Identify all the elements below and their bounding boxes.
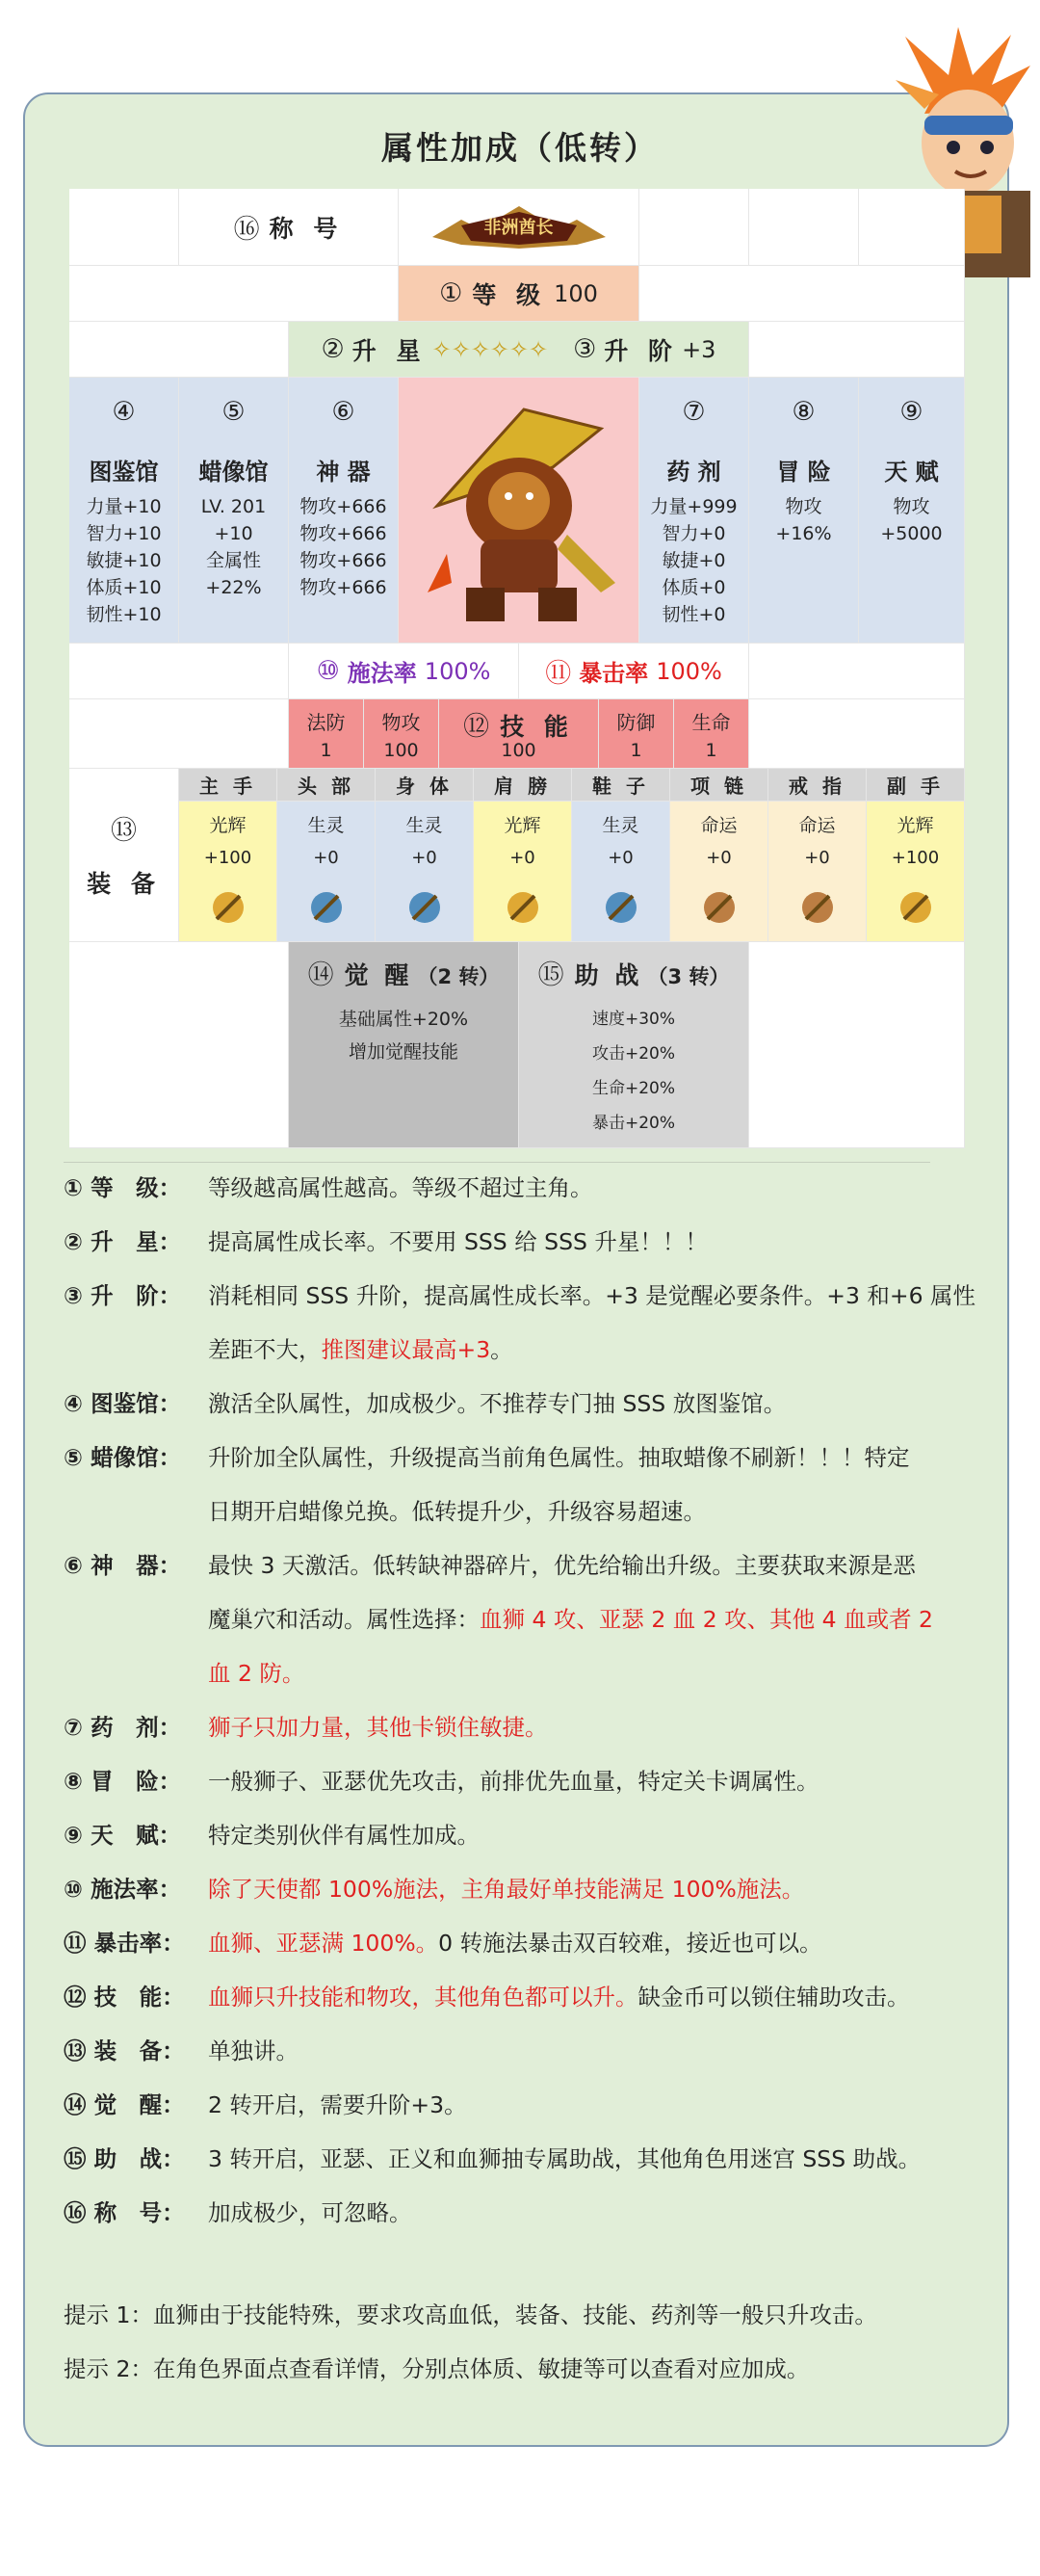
note-text-segment: 除了天使都 100%施法，主角最好单技能满足 100%施法。	[208, 1876, 805, 1903]
note-label: ⑧ 冒 险：	[64, 1768, 182, 1795]
note-text-segment: 血狮、亚瑟满 100%。	[208, 1930, 439, 1957]
equipment-type: 光辉	[897, 815, 934, 836]
equipment-slot-header: 项 链	[670, 769, 768, 802]
equipment-type: 命运	[798, 815, 836, 836]
equipment-slot	[179, 802, 277, 942]
skill-hp: 生命 1	[674, 699, 749, 769]
note-text-segment: 消耗相同 SSS 升阶，提高属性成长率。+3 是觉醒必要条件。+3 和+6 属性	[208, 1282, 976, 1309]
table-cell	[749, 644, 965, 699]
note-text	[208, 1551, 978, 1580]
armor-icon	[403, 886, 446, 929]
note-text-segment: 血狮只升技能和物攻，其他角色都可以升。	[208, 1984, 638, 2011]
skill-defense: 防御 1	[599, 699, 674, 769]
table-cell	[749, 189, 859, 266]
table-cell	[639, 266, 965, 322]
skill-magic-def: 法防 1	[289, 699, 364, 769]
note-label: ⑩ 施法率：	[64, 1876, 182, 1903]
shoulder-icon	[502, 886, 544, 929]
note-label: ⑫ 技 能：	[64, 1984, 185, 2011]
equipment-label-cell: ⑬ 装 备	[69, 769, 179, 942]
table-cell	[859, 189, 965, 266]
note-text	[208, 1281, 978, 1310]
stat-col-wax-museum: ⑤ 蜡像馆 LV. 201 +10 全属性 +22%	[179, 378, 289, 644]
equipment-type: 生灵	[405, 815, 443, 836]
note-text	[208, 1173, 978, 1202]
note-text-segment: 特定类别伙伴有属性加成。	[208, 1822, 480, 1849]
note-text-segment: 狮子只加力量，其他卡锁住敏捷。	[208, 1714, 548, 1741]
stat-col-talent: ⑨ 天 赋 物攻 +5000	[859, 378, 965, 644]
note-label: ⑥ 神 器：	[64, 1552, 182, 1579]
equipment-slot-header: 鞋 子	[572, 769, 670, 802]
note-label: ⑤ 蜡像馆：	[64, 1444, 182, 1471]
stat-col-gallery: ④ 图鉴馆 力量+10 智力+10 敏捷+10 体质+10 韧性+10	[69, 378, 179, 644]
note-text-segment: 提高属性成长率。不要用 SSS 给 SSS 升星！！！	[208, 1228, 708, 1255]
boots-icon	[600, 886, 642, 929]
note-text	[208, 1875, 978, 1904]
equipment-type: 生灵	[307, 815, 345, 836]
star-rank-cell: ② 升 星 ✧✧✧✧✧✧ ③ 升 阶 +3	[289, 322, 749, 378]
equipment-value: +0	[706, 848, 732, 868]
note-text-segment: 。	[490, 1336, 513, 1363]
note-text-segment: 0 转施法暴击双百较难，接近也可以。	[438, 1930, 822, 1957]
note-text	[208, 1605, 978, 1634]
table-cell	[69, 644, 289, 699]
note-text-segment: 单独讲。	[208, 2037, 299, 2064]
note-text	[208, 1929, 978, 1958]
tip-item: 提示 1：血狮由于技能特殊，要求攻高血低，装备、技能、药剂等一般只升攻击。	[64, 2301, 877, 2328]
title-badge-label: ⑯ 称 号	[179, 189, 399, 266]
note-label: ③ 升 阶：	[64, 1282, 182, 1309]
equipment-slot-header: 身 体	[376, 769, 474, 802]
note-text-segment: 3 转开启，亚瑟、正义和血狮抽专属助战，其他角色用迷宫 SSS 助战。	[208, 2145, 922, 2172]
page-title: 属性加成（低转）	[381, 129, 659, 167]
note-text	[208, 1767, 978, 1796]
note-text-segment: 加成极少，可忽略。	[208, 2199, 412, 2226]
note-label: ⑨ 天 赋：	[64, 1822, 182, 1849]
table-cell	[69, 322, 289, 378]
equipment-slot	[670, 802, 768, 942]
note-text	[208, 2144, 978, 2173]
note-text	[208, 1227, 978, 1256]
note-text-segment: 激活全队属性，加成极少。不推荐专门抽 SSS 放图鉴馆。	[208, 1390, 787, 1417]
note-label: ⑦ 药 剂：	[64, 1714, 182, 1741]
equipment-slot-header: 头 部	[277, 769, 376, 802]
note-label: ④ 图鉴馆：	[64, 1390, 182, 1417]
note-text-segment: 血狮 4 攻、亚瑟 2 血 2 攻、其他 4 血或者 2	[480, 1606, 933, 1633]
awaken-cell: ⑭ 觉 醒 （2 转） 基础属性+20% 增加觉醒技能	[289, 942, 519, 1148]
note-text	[208, 1497, 978, 1526]
table-cell	[749, 322, 965, 378]
table-cell	[639, 189, 749, 266]
tip-item: 提示 2：在角色界面点查看详情，分别点体质、敏捷等可以查看对应加成。	[64, 2355, 810, 2382]
star-rating: ✧✧✧✧✧✧	[431, 335, 549, 363]
equipment-type: 光辉	[209, 815, 247, 836]
note-text	[208, 1389, 978, 1418]
note-text-segment: 魔巢穴和活动。属性选择：	[208, 1606, 480, 1633]
note-label: ② 升 星：	[64, 1228, 182, 1255]
note-label: ① 等 级：	[64, 1174, 182, 1201]
equipment-slot	[572, 802, 670, 942]
equipment-value: +0	[804, 848, 830, 868]
skill-phys-atk: 物攻 100	[364, 699, 439, 769]
table-cell	[69, 266, 399, 322]
table-cell	[69, 189, 179, 266]
note-text	[208, 1659, 978, 1688]
equipment-value: +100	[203, 848, 252, 868]
cast-rate-cell: ⑩ 施法率 100%	[289, 644, 519, 699]
equipment-slot	[376, 802, 474, 942]
equipment-slot	[867, 802, 965, 942]
equipment-slot-header: 主 手	[179, 769, 277, 802]
note-text	[208, 1983, 978, 2011]
note-text	[208, 2198, 978, 2227]
crit-rate-cell: ⑪ 暴击率 100%	[519, 644, 749, 699]
divider	[64, 1162, 930, 1163]
note-text	[208, 1713, 978, 1742]
table-cell	[69, 942, 289, 1148]
wand-icon	[207, 886, 249, 929]
hero-portrait	[399, 378, 639, 644]
helmet-icon	[305, 886, 348, 929]
blood-lion-hero-icon	[408, 390, 630, 631]
necklace-icon	[698, 886, 741, 929]
note-text	[208, 2090, 978, 2119]
note-text-segment: 升阶加全队属性，升级提高当前角色属性。抽取蜡像不刷新！！！特定	[208, 1444, 910, 1471]
note-text-segment: 最快 3 天激活。低转缺神器碎片，优先给输出升级。主要获取来源是恶	[208, 1552, 916, 1579]
equipment-slot	[277, 802, 376, 942]
table-cell	[69, 699, 289, 769]
title-logo-text: 非洲酋长	[483, 218, 554, 238]
assist-cell: ⑮ 助 战 （3 转） 速度+30% 攻击+20% 生命+20% 暴击+20%	[519, 942, 749, 1148]
stat-col-artifact: ⑥ 神 器 物攻+666 物攻+666 物攻+666 物攻+666	[289, 378, 399, 644]
equipment-type: 命运	[700, 815, 738, 836]
equipment-slot	[768, 802, 867, 942]
equipment-value: +0	[608, 848, 634, 868]
note-label: ⑬ 装 备：	[64, 2037, 185, 2064]
equipment-value: +0	[509, 848, 535, 868]
note-text	[208, 1443, 978, 1472]
stat-col-potion: ⑦ 药 剂 力量+999 智力+0 敏捷+0 体质+0 韧性+0	[639, 378, 749, 644]
equipment-value: +0	[313, 848, 339, 868]
stat-col-adventure: ⑧ 冒 险 物攻 +16%	[749, 378, 859, 644]
equipment-slot	[474, 802, 572, 942]
note-text-segment: 2 转开启，需要升阶+3。	[208, 2091, 467, 2118]
note-text-segment: 推图建议最高+3	[321, 1336, 491, 1363]
note-label: ⑮ 助 战：	[64, 2145, 185, 2172]
title-badge-logo	[399, 189, 639, 266]
level-cell: ① 等 级 100	[399, 266, 639, 322]
skill-main: ⑫ 技 能 100	[439, 699, 599, 769]
note-text-segment: 等级越高属性越高。等级不超过主角。	[208, 1174, 593, 1201]
offhand-icon	[895, 886, 937, 929]
note-text-segment: 差距不大，	[208, 1336, 322, 1363]
equipment-value: +100	[891, 848, 940, 868]
attribute-table	[69, 189, 965, 1148]
note-text-segment: 缺金币可以锁住辅助攻击。	[637, 1984, 910, 2011]
equipment-slot-header: 戒 指	[768, 769, 867, 802]
equipment-type: 光辉	[504, 815, 541, 836]
ring-icon	[796, 886, 839, 929]
note-label: ⑯ 称 号：	[64, 2199, 185, 2226]
note-text	[208, 1335, 978, 1364]
equipment-slot-header: 肩 膀	[474, 769, 572, 802]
note-label: ⑭ 觉 醒：	[64, 2091, 185, 2118]
equipment-value: +0	[411, 848, 437, 868]
note-text	[208, 1821, 978, 1850]
note-text-segment: 血 2 防。	[208, 1660, 305, 1687]
equipment-slot-header: 副 手	[867, 769, 965, 802]
note-label: ⑪ 暴击率：	[64, 1930, 185, 1957]
equipment-type: 生灵	[602, 815, 639, 836]
note-text	[208, 2037, 978, 2065]
table-cell	[749, 699, 965, 769]
note-text-segment: 日期开启蜡像兑换。低转提升少，升级容易超速。	[208, 1498, 706, 1525]
note-text-segment: 一般狮子、亚瑟优先攻击，前排优先血量，特定关卡调属性。	[208, 1768, 819, 1795]
table-cell	[749, 942, 965, 1148]
